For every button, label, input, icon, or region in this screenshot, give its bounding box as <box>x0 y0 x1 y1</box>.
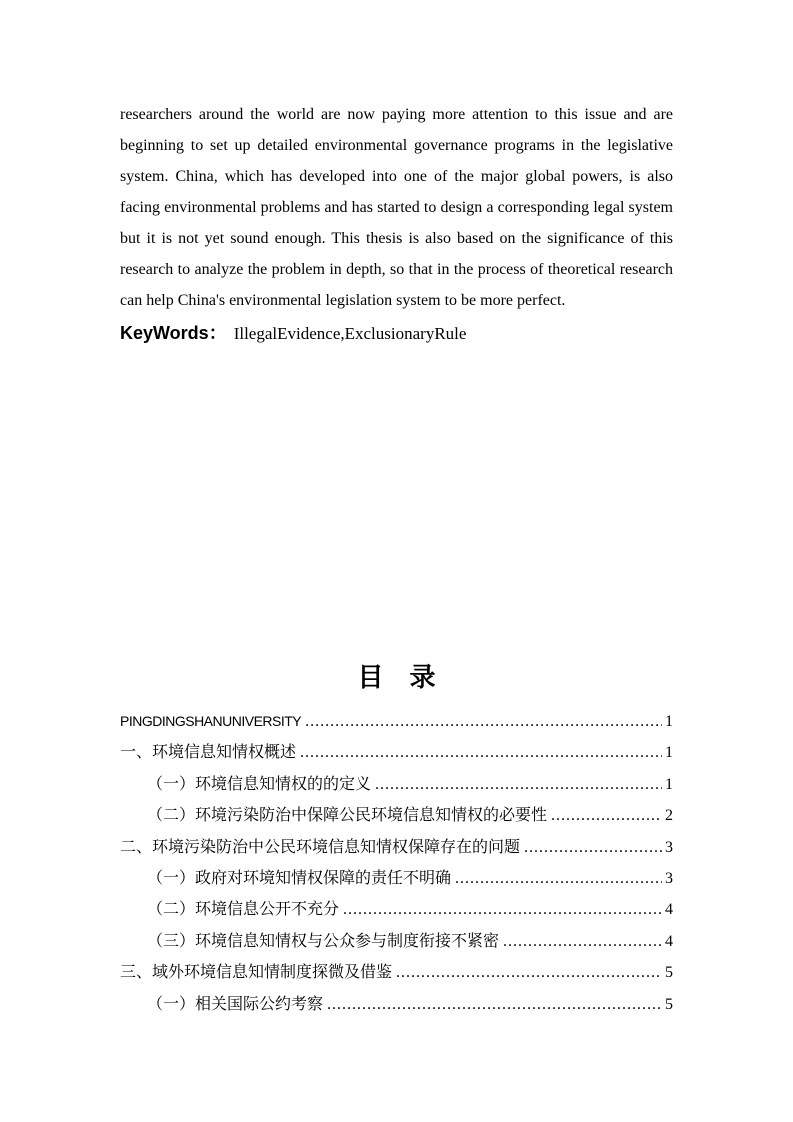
toc-dot-leader <box>300 742 662 763</box>
toc-entry-label: PINGDINGSHANUNIVERSITY <box>120 713 302 729</box>
toc-dot-leader <box>327 994 662 1015</box>
toc-entry[interactable] <box>120 962 673 993</box>
abstract-line: facing environmental problems and has started to design a corresponding legal system <box>120 199 673 216</box>
toc-entry-page: 4 <box>665 932 673 950</box>
toc-dot-leader <box>503 931 662 952</box>
keywords-value: IllegalEvidence,ExclusionaryRule <box>233 324 467 343</box>
toc-entry-label: （一）政府对环境知情权保障的责任不明确 <box>147 869 452 887</box>
toc-entry[interactable] <box>120 931 673 962</box>
toc-title: 目 录 <box>357 663 436 692</box>
toc-entry-label: 三、域外环境信息知情制度探微及借鉴 <box>120 964 393 982</box>
toc-dot-leader <box>343 899 662 920</box>
toc-entry-page: 4 <box>665 901 673 919</box>
toc-entry-label: （二）环境污染防治中保障公民环境信息知情权的必要性 <box>147 807 548 825</box>
abstract-line: beginning to set up detailed environmental governance programs in the legislative <box>120 137 673 154</box>
toc-entry[interactable] <box>120 774 673 805</box>
abstract-line: system. China, which has developed into one of the major global powers, is also <box>120 168 673 185</box>
toc-entry-label: （一）环境信息知情权的的定义 <box>147 775 372 793</box>
toc-entry-page: 2 <box>665 807 673 825</box>
toc-entry[interactable] <box>120 742 673 773</box>
toc-entry-page: 1 <box>665 744 673 762</box>
toc-entry-page: 3 <box>665 838 673 856</box>
toc-entry-label: 一、环境信息知情权概述 <box>120 744 297 762</box>
abstract-line: research to analyze the problem in depth, so that in the process of theoretical research <box>120 261 673 278</box>
toc-entry[interactable] <box>120 994 673 1025</box>
toc-dot-leader <box>375 774 662 795</box>
toc-dot-leader <box>305 711 662 732</box>
toc-entry-label: 二、环境污染防治中公民环境信息知情权保障存在的问题 <box>120 838 521 856</box>
toc-entry-label: （三）环境信息知情权与公众参与制度衔接不紧密 <box>147 932 500 950</box>
keywords-label: KeyWords <box>120 323 209 343</box>
toc-dot-leader <box>396 962 662 983</box>
toc-entry-page: 3 <box>665 869 673 887</box>
toc-entry[interactable] <box>120 837 673 868</box>
toc-entry[interactable] <box>120 899 673 930</box>
toc-dot-leader <box>551 805 662 826</box>
toc-entry[interactable] <box>120 868 673 899</box>
toc-entry-page: 1 <box>665 775 673 793</box>
abstract-paragraph <box>120 99 673 316</box>
toc-entry-page: 5 <box>665 964 673 982</box>
abstract-line: can help China's environmental legislation system to be more perfect. <box>120 292 566 309</box>
toc-dot-leader <box>524 837 662 858</box>
keywords-separator: ： <box>208 323 227 343</box>
toc-entry-page: 5 <box>665 995 673 1013</box>
toc-entry-label: （一）相关国际公约考察 <box>147 995 324 1013</box>
toc-entry[interactable] <box>120 805 673 836</box>
abstract-line: researchers around the world are now paying more attention to this issue and are <box>120 106 673 123</box>
toc-list <box>120 711 673 1025</box>
toc-entry-page: 1 <box>665 713 673 730</box>
keywords-line <box>120 318 673 350</box>
abstract-line: but it is not yet sound enough. This thesis is also based on the significance of this <box>120 230 673 247</box>
toc-dot-leader <box>455 868 662 889</box>
toc-entry-label: （二）环境信息公开不充分 <box>147 901 340 919</box>
toc-entry[interactable] <box>120 711 673 742</box>
